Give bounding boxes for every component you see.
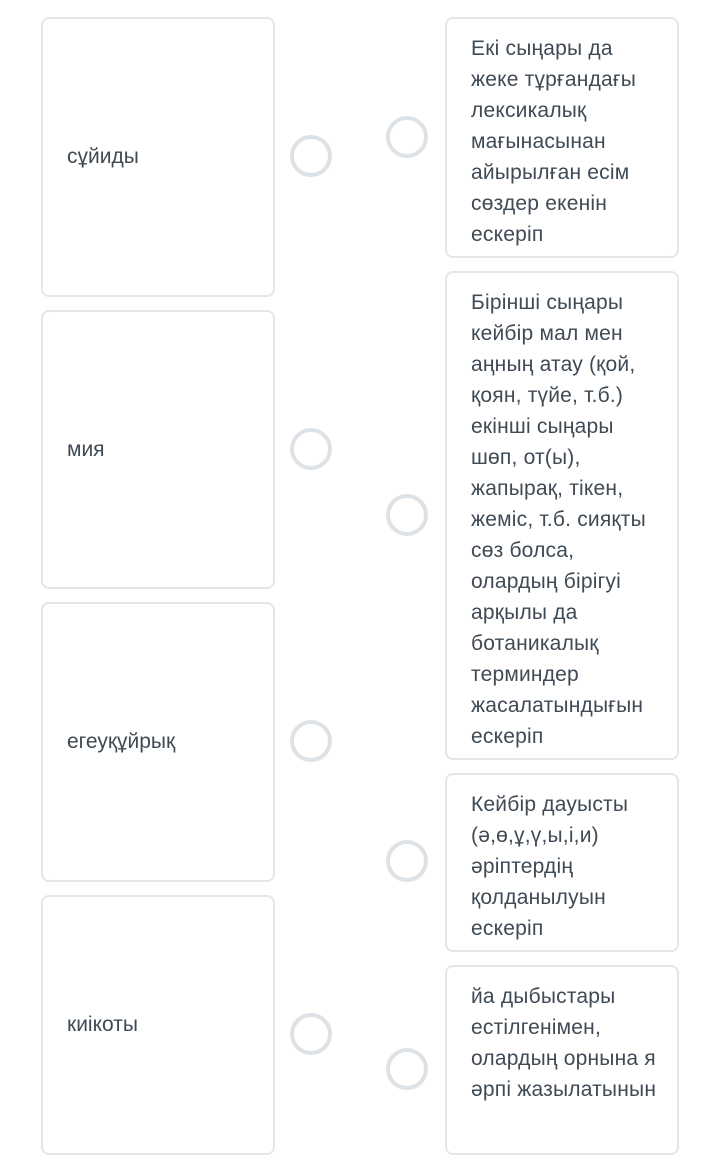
left-item-label: сұйиды <box>67 145 139 168</box>
right-connector-1[interactable] <box>386 116 428 158</box>
left-item-4[interactable] <box>41 895 275 1155</box>
right-connector-3[interactable] <box>386 840 428 882</box>
left-connector-1[interactable] <box>290 135 332 177</box>
right-item-text: Бірінші сыңары кейбір мал мен аңның атау (қой, қоян, түйе, т.б.) екінші сыңары шөп, от(ы), жапырақ, тікен, жеміс, т.б. сияқты сөз болса, олардың бірігуі арқылы да ботаникалық терминдер жасалатындығын ескеріп <box>471 291 646 748</box>
left-item-label: егеуқұйрық <box>67 730 176 753</box>
left-item-label: киікоты <box>67 1013 138 1036</box>
right-item-1[interactable] <box>445 17 679 258</box>
left-item-1[interactable] <box>41 17 275 297</box>
right-connector-4[interactable] <box>386 1048 428 1090</box>
left-connector-3[interactable] <box>290 720 332 762</box>
right-item-text: Екі сыңары да жеке тұрғандағы лексикалық мағынасынан айырылған есім сөздер екенін ескеріп <box>471 37 637 246</box>
left-connector-2[interactable] <box>290 428 332 470</box>
right-connector-2[interactable] <box>386 494 428 536</box>
right-item-3[interactable] <box>445 773 679 952</box>
left-item-3[interactable] <box>41 602 275 882</box>
left-item-2[interactable] <box>41 310 275 589</box>
right-item-4[interactable] <box>445 965 679 1155</box>
right-item-2[interactable] <box>445 271 679 760</box>
right-item-text: йа дыбыстары естілгенімен, олардың орнына я әрпі жазылатынын <box>471 985 657 1101</box>
left-connector-4[interactable] <box>290 1013 332 1055</box>
right-item-text: Кейбір дауысты (ә,ө,ұ,ү,ы,і,и) әріптердің қолданылуын ескеріп <box>471 793 629 940</box>
left-item-label: мия <box>67 437 105 461</box>
